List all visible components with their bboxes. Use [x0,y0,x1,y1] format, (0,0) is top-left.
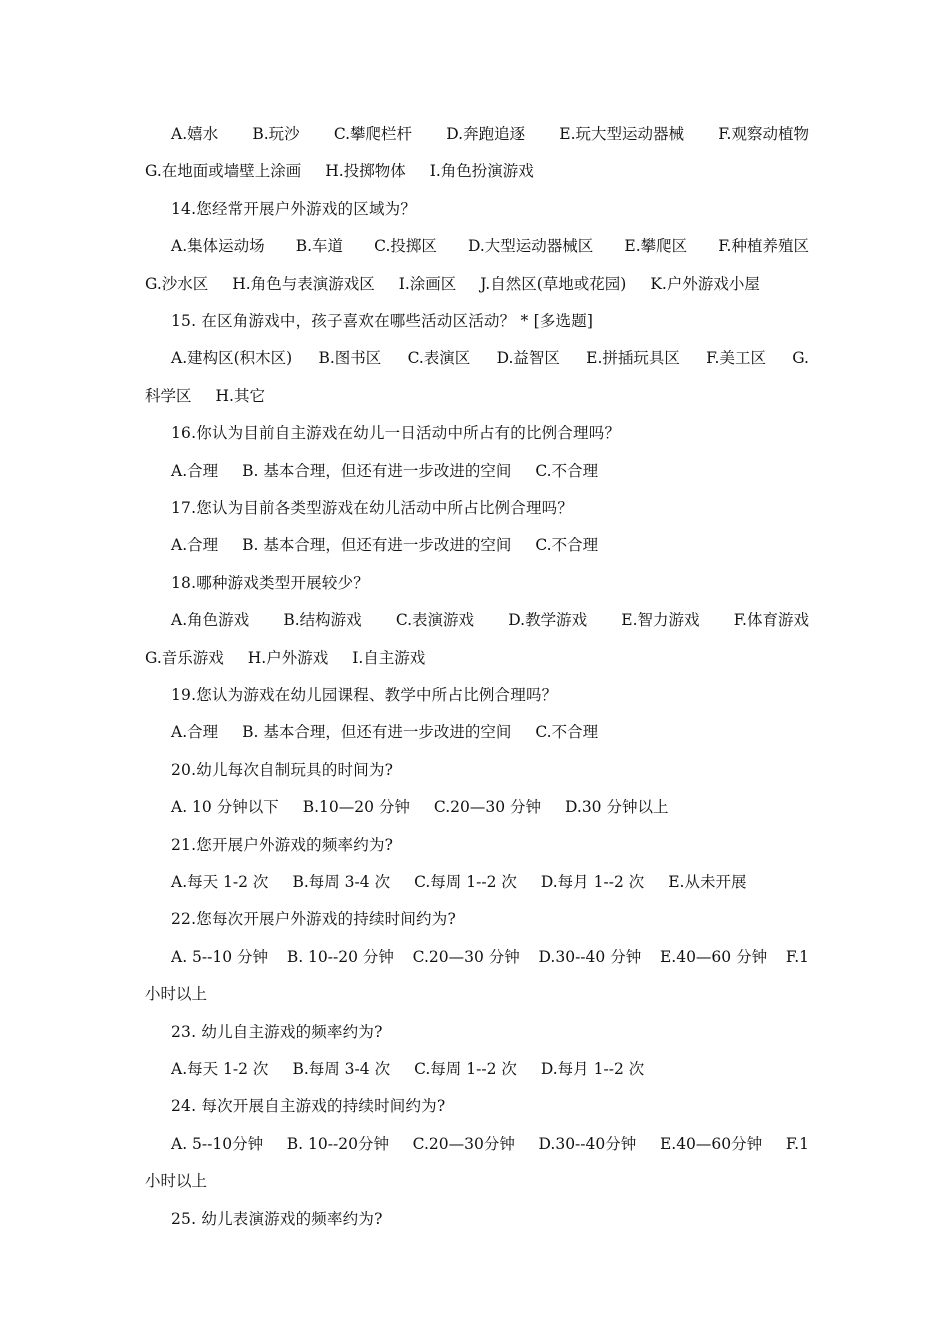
answer-option: E.攀爬区 [624,237,688,255]
option-line [171,720,809,744]
answer-option: B. 10--20 分钟 [286,948,394,966]
option-line [171,533,809,557]
answer-option: E.智力游戏 [621,611,700,629]
answer-option: C.20—30 分钟 [433,798,542,816]
question-text: 18.哪种游戏类型开展较少？ [171,574,369,592]
question-text: 24. 每次开展自主游戏的持续时间约为? [171,1097,446,1115]
option-line [145,1169,809,1193]
answer-option: D.教学游戏 [508,611,588,629]
answer-option: C.不合理 [535,723,599,741]
answer-option: H.角色与表演游戏区 [232,275,375,293]
answer-option: B. 10--20分钟 [286,1135,389,1153]
option-line [145,384,809,408]
answer-option: F.观察动植物 [718,125,809,143]
answer-option: B.结构游戏 [283,611,362,629]
answer-option: G.沙水区 [145,275,209,293]
answer-option: F.1 [785,948,809,966]
answer-option: A. 5--10分钟 [171,1135,264,1153]
answer-option: D.30 分钟以上 [565,798,669,816]
answer-option: C.不合理 [535,462,599,480]
answer-option: B. 基本合理，但还有进一步改进的空间 [242,723,512,741]
answer-option: E.拼插玩具区 [586,349,680,367]
answer-option: D.益智区 [496,349,560,367]
option-line [171,1057,809,1081]
answer-option: H.户外游戏 [247,649,329,667]
answer-option: D.每月 1--2 次 [540,1060,645,1078]
answer-option: G.在地面或墙壁上涂画 [145,162,302,180]
answer-option: F.种植养殖区 [718,237,809,255]
question-text: 17.您认为目前各类型游戏在幼儿活动中所占比例合理吗？ [171,499,574,517]
question-text: 19.您认为游戏在幼儿园课程、教学中所占比例合理吗？ [171,686,558,704]
option-line [171,122,809,146]
answer-option: A.合理 [171,462,219,480]
answer-option: 小时以上 [145,985,208,1003]
answer-option: I.角色扮演游戏 [429,162,534,180]
option-line [171,346,809,370]
answer-option: D.30--40分钟 [538,1135,637,1153]
answer-option: D.大型运动器械区 [467,237,594,255]
option-line [145,982,809,1006]
answer-option: B.每周 3-4 次 [292,873,391,891]
answer-option: C.投掷区 [374,237,437,255]
option-line [171,234,809,258]
question-text: 14.您经常开展户外游戏的区域为？ [171,200,417,218]
answer-option: A.合理 [171,723,219,741]
option-line [145,272,809,296]
question-text: 20.幼儿每次自制玩具的时间为? [171,761,394,779]
answer-option: A.建构区(积木区) [171,349,293,367]
answer-option: C.20—30分钟 [412,1135,515,1153]
answer-option: A.每天 1-2 次 [171,1060,269,1078]
question-text: 23. 幼儿自主游戏的频率约为? [171,1023,383,1041]
answer-option: F.1 [785,1135,809,1153]
answer-option: D.奔跑追逐 [446,125,526,143]
answer-option: F.美工区 [706,349,766,367]
question-text: 22.您每次开展户外游戏的持续时间约为? [171,910,456,928]
option-line [145,159,809,183]
answer-option: E.从未开展 [668,873,747,891]
answer-option: A. 10 分钟以下 [171,798,279,816]
answer-option: J.自然区(草地或花园) [480,275,627,293]
answer-option: A.集体运动场 [171,237,265,255]
answer-option: C.不合理 [535,536,599,554]
option-line [171,945,809,969]
option-line [171,870,809,894]
answer-option: B.每周 3-4 次 [292,1060,391,1078]
answer-option: A.嬉水 [171,125,219,143]
option-line [171,795,809,819]
question-text: 21.您开展户外游戏的频率约为? [171,836,394,854]
option-line [145,646,809,670]
answer-option: B. 基本合理，但还有进一步改进的空间 [242,536,512,554]
answer-option: 科学区 [145,387,192,405]
answer-option: H.其它 [215,387,265,405]
answer-option: C.每周 1--2 次 [414,1060,517,1078]
answer-option: 小时以上 [145,1172,208,1190]
answer-option: H.投掷物体 [325,162,406,180]
answer-option: I.涂画区 [398,275,457,293]
answer-option: I.自主游戏 [352,649,426,667]
answer-option: B.玩沙 [252,125,300,143]
answer-option: B.图书区 [318,349,382,367]
answer-option: D.每月 1--2 次 [540,873,645,891]
answer-option: B.车道 [295,237,344,255]
answer-option: G.音乐游戏 [145,649,224,667]
question-text: 16.你认为目前自主游戏在幼儿一日活动中所占有的比例合理吗？ [171,424,621,442]
answer-option: A.合理 [171,536,219,554]
option-line [171,1132,809,1156]
answer-option: C.每周 1--2 次 [414,873,517,891]
question-text: 15. 在区角游戏中，孩子喜欢在哪些活动区活动？ * [多选题] [171,312,594,330]
answer-option: C.攀爬栏杆 [333,125,413,143]
answer-option: D.30--40 分钟 [538,948,642,966]
answer-option: E.40—60 分钟 [659,948,768,966]
answer-option: A.角色游戏 [171,611,250,629]
answer-option: A. 5--10 分钟 [171,948,269,966]
option-line [171,608,809,632]
answer-option: G. [792,349,809,367]
answer-option: B. 基本合理，但还有进一步改进的空间 [242,462,512,480]
answer-option: E.40—60分钟 [659,1135,763,1153]
answer-option: C.表演游戏 [395,611,475,629]
answer-option: E.玩大型运动器械 [559,125,685,143]
answer-option: A.每天 1-2 次 [171,873,269,891]
answer-option: K.户外游戏小屋 [650,275,760,293]
answer-option: B.10—20 分钟 [302,798,410,816]
question-text: 25. 幼儿表演游戏的频率约为? [171,1210,383,1228]
answer-option: C.20—30 分钟 [412,948,520,966]
answer-option: F.体育游戏 [733,611,809,629]
answer-option: C.表演区 [407,349,471,367]
option-line [171,459,809,483]
